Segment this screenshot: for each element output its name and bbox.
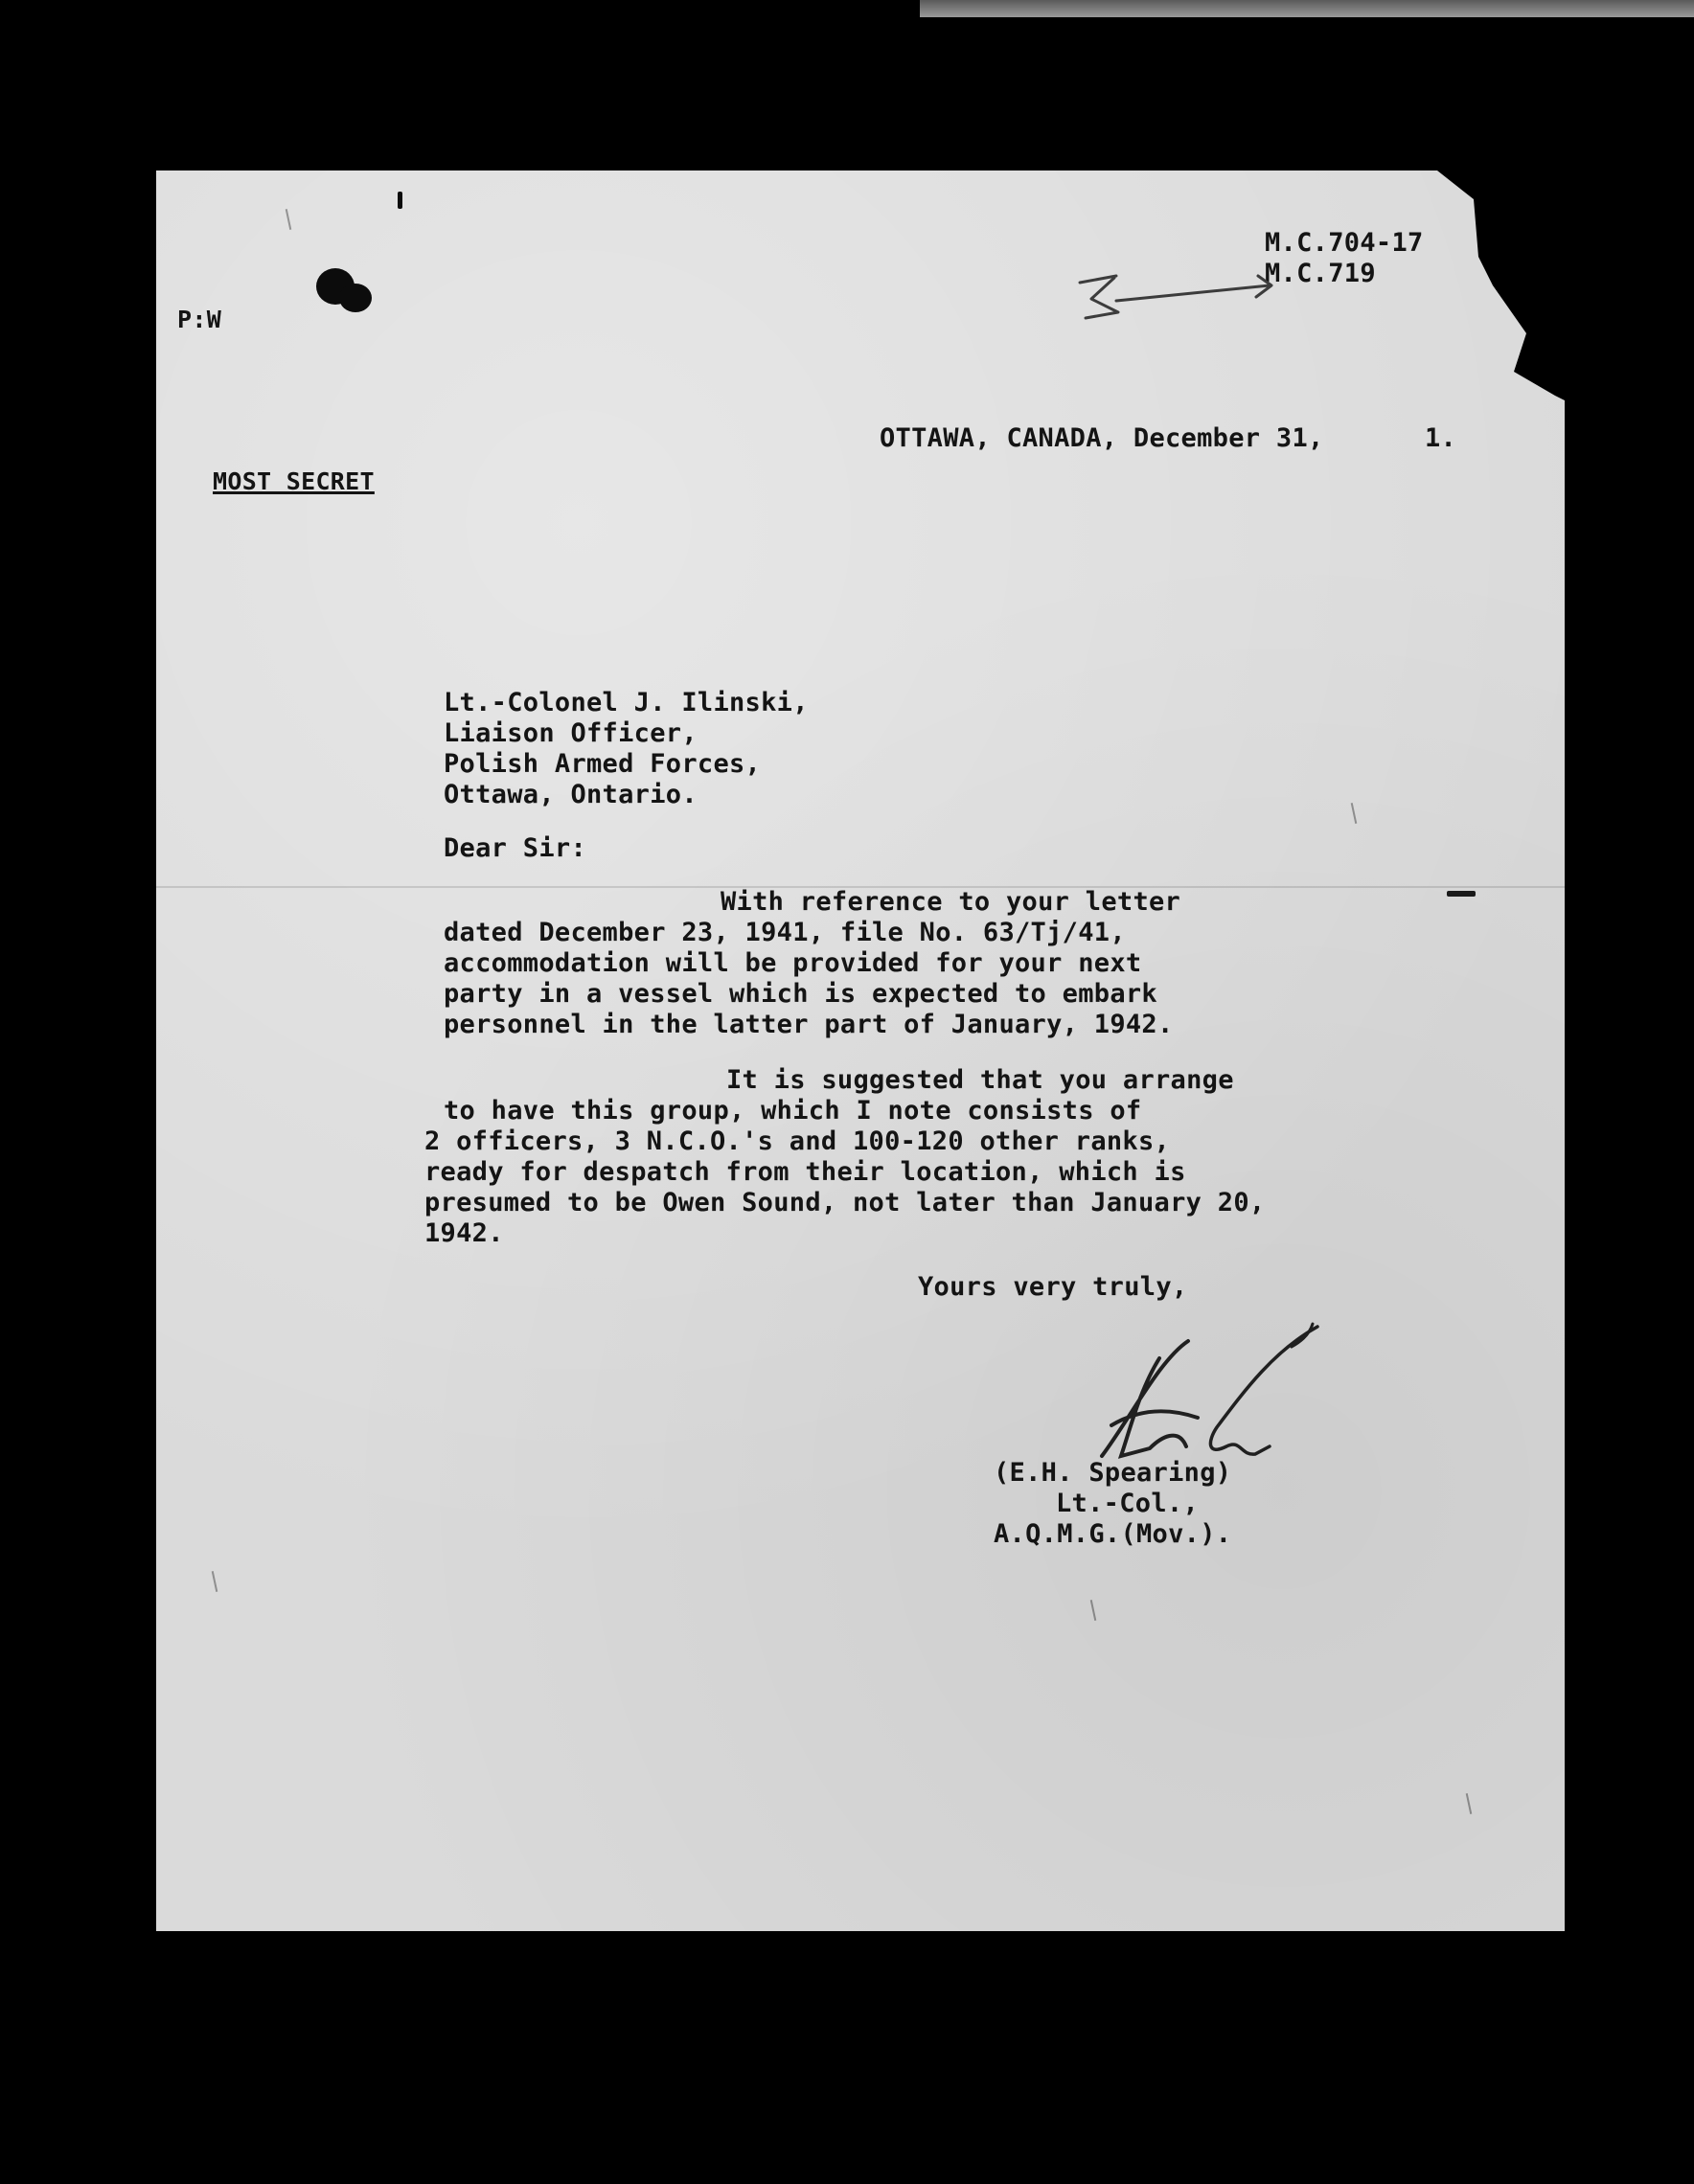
paragraph-2-line: to have this group, which I note consists of (444, 1096, 1142, 1126)
addressee-position: Liaison Officer, (444, 718, 698, 748)
addressee-city: Ottawa, Ontario. (444, 780, 698, 809)
dateline: OTTAWA, CANADA, December 31, (880, 423, 1324, 453)
ink-blot (339, 284, 372, 312)
ink-blot (398, 192, 402, 209)
signatory-rank: Lt.-Col., (1056, 1489, 1199, 1518)
paragraph-1-line: personnel in the latter part of January, 1942. (444, 1010, 1174, 1039)
closing: Yours very truly, (918, 1272, 1188, 1302)
paragraph-1-line: accommodation will be provided for your next (444, 948, 1142, 978)
paragraph-2-line: ready for despatch from their location, which is (424, 1157, 1186, 1187)
classification-label: MOST SECRET (213, 467, 375, 495)
arrow-mark-icon (1078, 268, 1279, 326)
signatory-name: (E.H. Spearing) (994, 1458, 1232, 1488)
paragraph-1-line: With reference to your letter (721, 887, 1181, 917)
page-number: 1. (1425, 423, 1457, 453)
scan-edge-strip (920, 0, 1694, 17)
addressee-name: Lt.-Colonel J. Ilinski, (444, 688, 809, 717)
paragraph-2-line: It is suggested that you arrange (726, 1065, 1234, 1095)
addressee-organization: Polish Armed Forces, (444, 749, 762, 779)
paragraph-1-line: dated December 23, 1941, file No. 63/Tj/41, (444, 918, 1126, 947)
file-reference-1: M.C.704-17 (1265, 228, 1424, 258)
paragraph-2-line: presumed to be Owen Sound, not later than January 20, (424, 1188, 1266, 1217)
paragraph-2-line: 2 officers, 3 N.C.O.'s and 100-120 other ranks, (424, 1126, 1171, 1156)
paragraph-1-line: party in a vessel which is expected to embark (444, 979, 1157, 1009)
hole-mark (1447, 891, 1476, 897)
paragraph-2-line: 1942. (424, 1218, 504, 1248)
salutation: Dear Sir: (444, 833, 586, 863)
pw-mark: P:W (177, 306, 222, 333)
letter-page (156, 171, 1565, 1931)
file-reference-2: M.C.719 (1265, 259, 1376, 288)
signatory-title: A.Q.M.G.(Mov.). (994, 1519, 1232, 1549)
